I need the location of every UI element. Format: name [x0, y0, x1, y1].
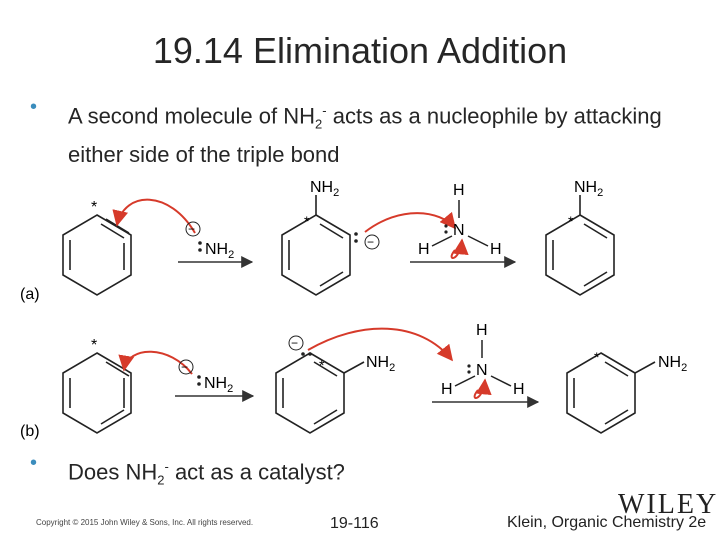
svg-text:H: H: [453, 182, 465, 199]
svg-text:−: −: [181, 360, 189, 374]
svg-text:−: −: [291, 336, 299, 350]
svg-text:*: *: [594, 349, 600, 365]
nh2-b1: $NH_2$: [204, 375, 234, 395]
svg-text:*: *: [304, 213, 310, 229]
slide-title: 19.14 Elimination Addition: [152, 30, 568, 71]
svg-text:−: −: [367, 235, 375, 249]
nh2-a1: $NH_2$: [205, 241, 235, 261]
bullet-1-text: A second molecule of $NH_2^-$ acts as a nucleophile by attacking either side of the triple bond: [68, 103, 662, 167]
footer-citation: Klein, Organic Chemistry 2e: [507, 514, 707, 531]
svg-text:*: *: [319, 357, 325, 373]
aniline-a: [546, 195, 614, 295]
curved-arrow-a2: [365, 213, 455, 232]
svg-text:N: N: [453, 222, 465, 239]
curved-arrow-a1: [117, 200, 195, 233]
svg-text:*: *: [91, 337, 98, 354]
curved-arrow-a3: [452, 240, 462, 258]
nh2-a2: $NH_2$: [310, 179, 340, 199]
bullet-2-text: Does $NH_2^-$ act as a catalyst?: [68, 459, 345, 488]
wiley-logo: WILEY: [618, 489, 719, 520]
label-b: (b): [20, 423, 40, 440]
svg-text:H: H: [513, 381, 525, 398]
svg-text:H: H: [418, 241, 430, 258]
bullet-dot: •: [30, 452, 38, 474]
svg-text:H: H: [490, 241, 502, 258]
bullet-dot: •: [30, 96, 38, 118]
footer-page-number: 19-116: [330, 515, 379, 532]
aniline-b: [567, 353, 655, 433]
svg-text:H: H: [476, 322, 488, 339]
star-a1: *: [91, 199, 98, 216]
label-a: (a): [20, 286, 40, 303]
nh2-a3: $NH_2$: [574, 179, 604, 199]
curved-arrow-b3: [475, 380, 485, 398]
nh2-b3: $NH_2$: [658, 354, 688, 374]
svg-text:N: N: [476, 362, 488, 379]
nh2-b2: $NH_2$: [366, 354, 396, 374]
aryl-anion-a: [282, 195, 350, 295]
benzyne-b: [63, 353, 131, 433]
benzyne-a: [63, 215, 131, 295]
svg-text:H: H: [441, 381, 453, 398]
footer-copyright: Copyright © 2015 John Wiley & Sons, Inc. All rights reserved.: [36, 518, 254, 527]
svg-text:*: *: [568, 213, 574, 229]
reaction-scheme: [0, 160, 720, 450]
svg-text:−: −: [188, 222, 196, 236]
